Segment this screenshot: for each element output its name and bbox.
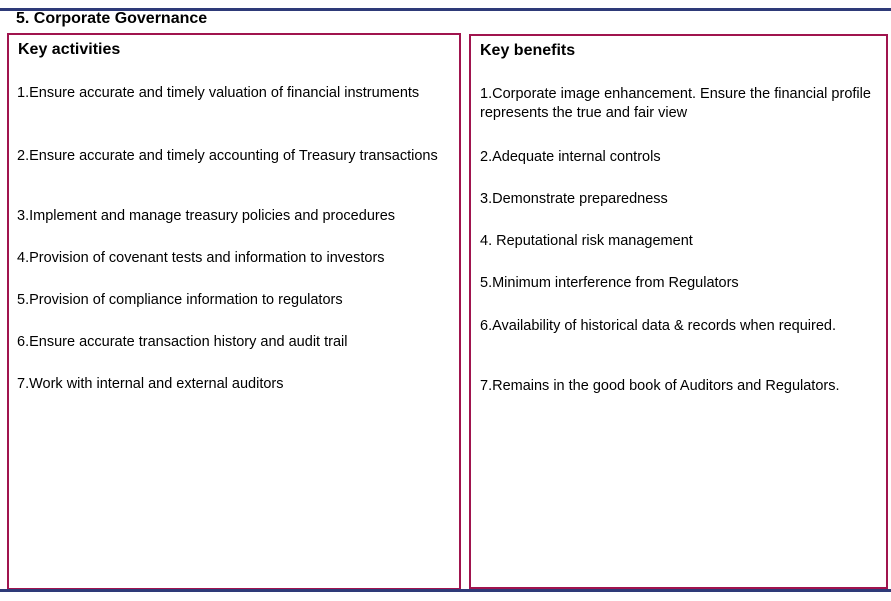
key-activities-panel <box>7 33 461 590</box>
page-title: 5. Corporate Governance <box>16 10 208 27</box>
activity-item: 5.Provision of compliance information to regulators <box>17 292 343 308</box>
benefit-item: 2.Adequate internal controls <box>480 149 661 165</box>
bottom-divider <box>0 589 891 592</box>
benefit-item: 6.Availability of historical data & records when required. <box>480 318 836 334</box>
benefit-item: 5.Minimum interference from Regulators <box>480 275 739 291</box>
activity-item: 7.Work with internal and external auditors <box>17 376 284 392</box>
key-benefits-heading: Key benefits <box>480 42 576 59</box>
benefit-item: 3.Demonstrate preparedness <box>480 191 668 207</box>
activity-item: 1.Ensure accurate and timely valuation of financial instruments <box>17 85 420 101</box>
benefit-item: 4. Reputational risk management <box>480 233 693 249</box>
benefit-item: 7.Remains in the good book of Auditors and Regulators. <box>480 378 840 394</box>
activity-item: 2.Ensure accurate and timely accounting of Treasury transactions <box>17 148 438 164</box>
benefit-item: 1.Corporate image enhancement. Ensure the financial profile represents the true and fair view <box>480 86 871 121</box>
activity-item: 4.Provision of covenant tests and information to investors <box>17 250 385 266</box>
key-activities-heading: Key activities <box>18 41 121 58</box>
activity-item: 3.Implement and manage treasury policies and procedures <box>17 208 396 224</box>
activity-item: 6.Ensure accurate transaction history and audit trail <box>17 334 348 350</box>
key-benefits-panel <box>469 34 888 589</box>
